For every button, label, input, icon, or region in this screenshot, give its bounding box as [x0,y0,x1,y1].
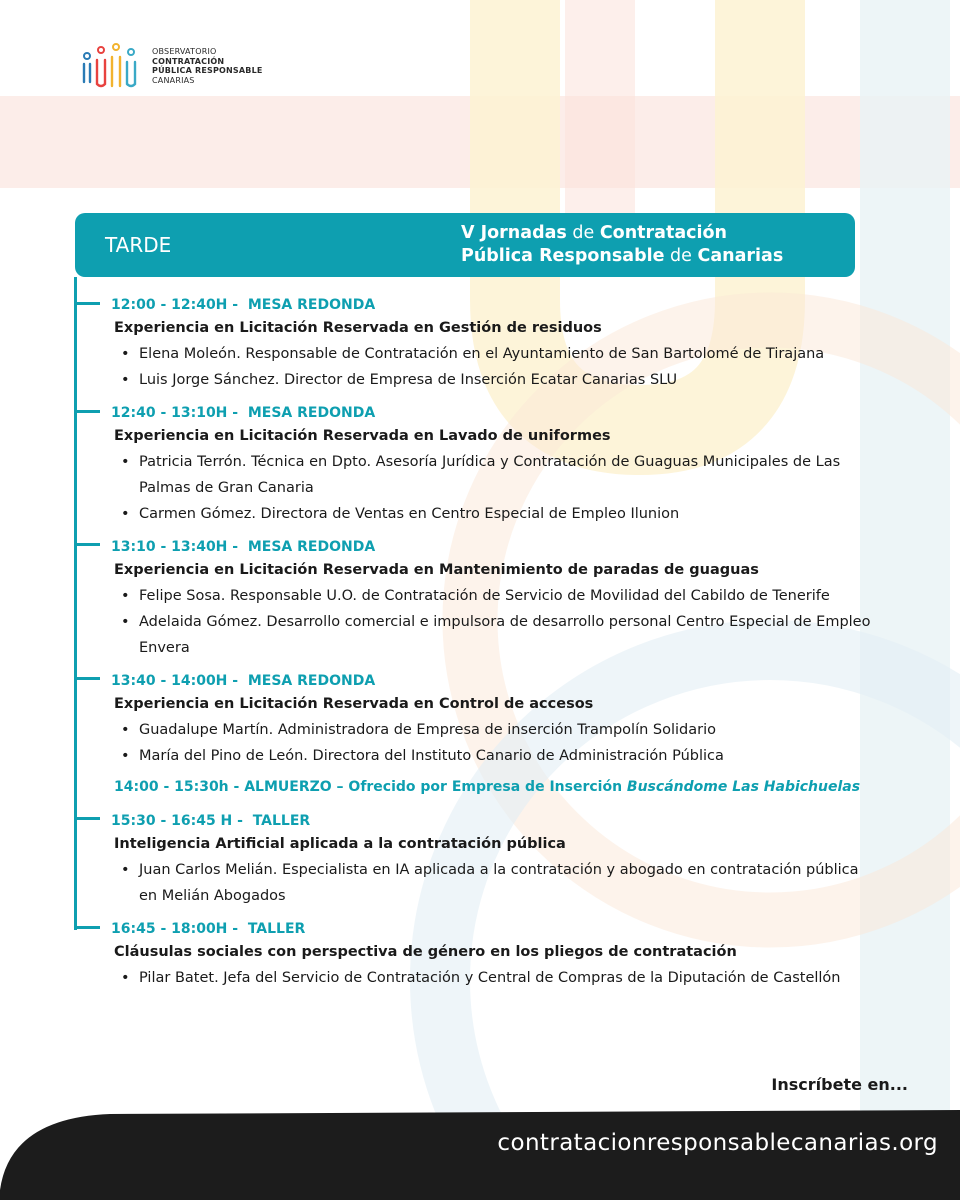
lunch-break [114,777,860,797]
session-title: Experiencia en Licitación Reservada en Lavado de uniformes [114,428,611,444]
speaker-item: • Elena Moleón. Responsable de Contratación en el Ayuntamiento de San Bartolomé de Tirajana [111,341,881,367]
speaker-item: • Patricia Terrón. Técnica en Dpto. Asesoría Jurídica y Contratación de Guaguas Municipales de Las Palmas de Gran Canaria [111,449,881,501]
people-logo-icon [82,42,140,90]
session-title: Cláusulas sociales con perspectiva de género en los pliegos de contratación [114,944,737,960]
session-block [111,403,881,527]
event-title [461,222,783,268]
session-title: Inteligencia Artificial aplicada a la contratación pública [114,836,566,852]
session-block [111,295,881,393]
logo-text [152,47,263,85]
timeline-tick [74,817,100,820]
session-block [111,919,881,991]
lunch-company: Buscándome Las Habichuelas [626,779,861,795]
banner-section-label: TARDE [105,233,172,257]
session-title: Experiencia en Licitación Reservada en Gestión de residuos [114,320,602,336]
speaker-item: • Felipe Sosa. Responsable U.O. de Contratación de Servicio de Movilidad del Cabildo de Tenerife [111,583,881,609]
session-time: 16:45 - 18:00H - TALLER [111,921,306,937]
timeline-tick [74,410,100,413]
session-title: Experiencia en Licitación Reservada en Mantenimiento de paradas de guaguas [114,562,759,578]
speaker-item: • Carmen Gómez. Directora de Ventas en Centro Especial de Empleo Ilunion [111,501,881,527]
event-title-part: de [566,223,600,243]
session-time: 12:00 - 12:40H - MESA REDONDA [111,297,376,313]
lunch-text: 14:00 - 15:30h - ALMUERZO – Ofrecido por Empresa de Inserción [114,779,627,795]
speaker-item: • Adelaida Gómez. Desarrollo comercial e impulsora de desarrollo personal Centro Especial de Empleo Envera [111,609,881,661]
speaker-item: • Juan Carlos Melián. Especialista en IA aplicada a la contratación y abogado en contratación pública en Melián Abogados [111,857,881,909]
session-block [111,671,881,769]
timeline-tick [74,302,100,305]
session-time: 13:40 - 14:00H - MESA REDONDA [111,673,376,689]
session-block [111,811,881,909]
timeline-tick [74,677,100,680]
observatorio-logo[interactable] [82,42,263,90]
event-title-part: de [664,246,698,266]
speaker-item: • Pilar Batet. Jefa del Servicio de Contratación y Central de Compras de la Diputación de Castellón [111,965,881,991]
session-time: 13:10 - 13:40H - MESA REDONDA [111,539,376,555]
event-title-part: Canarias [697,246,784,266]
logo-line-4: CANARIAS [152,75,195,85]
header-banner [75,213,855,277]
website-link[interactable]: contratacionresponsablecanarias.org [497,1130,938,1156]
logo-line-3: PÚBLICA RESPONSABLE [152,66,263,75]
logo-line-1: OBSERVATORIO [152,47,217,56]
session-time: 15:30 - 16:45 H - TALLER [111,813,311,829]
timeline-tick [74,543,100,546]
speaker-item: • María del Pino de León. Directora del Instituto Canario de Administración Pública [111,743,881,769]
speaker-item: • Guadalupe Martín. Administradora de Empresa de inserción Trampolín Solidario [111,717,881,743]
session-title: Experiencia en Licitación Reservada en Control de accesos [114,696,594,712]
register-cta: Inscríbete en... [771,1075,908,1094]
session-block [111,537,881,661]
session-time: 12:40 - 13:10H - MESA REDONDA [111,405,376,421]
event-title-part: Contratación [599,223,728,243]
event-title-part: Pública Responsable [461,246,665,266]
timeline-line [74,277,77,930]
logo-line-2: CONTRATACIÓN [152,56,225,66]
speaker-item: • Luis Jorge Sánchez. Director de Empresa de Inserción Ecatar Canarias SLU [111,367,881,393]
event-title-part: V Jornadas [461,223,567,243]
timeline-tick [74,926,100,929]
